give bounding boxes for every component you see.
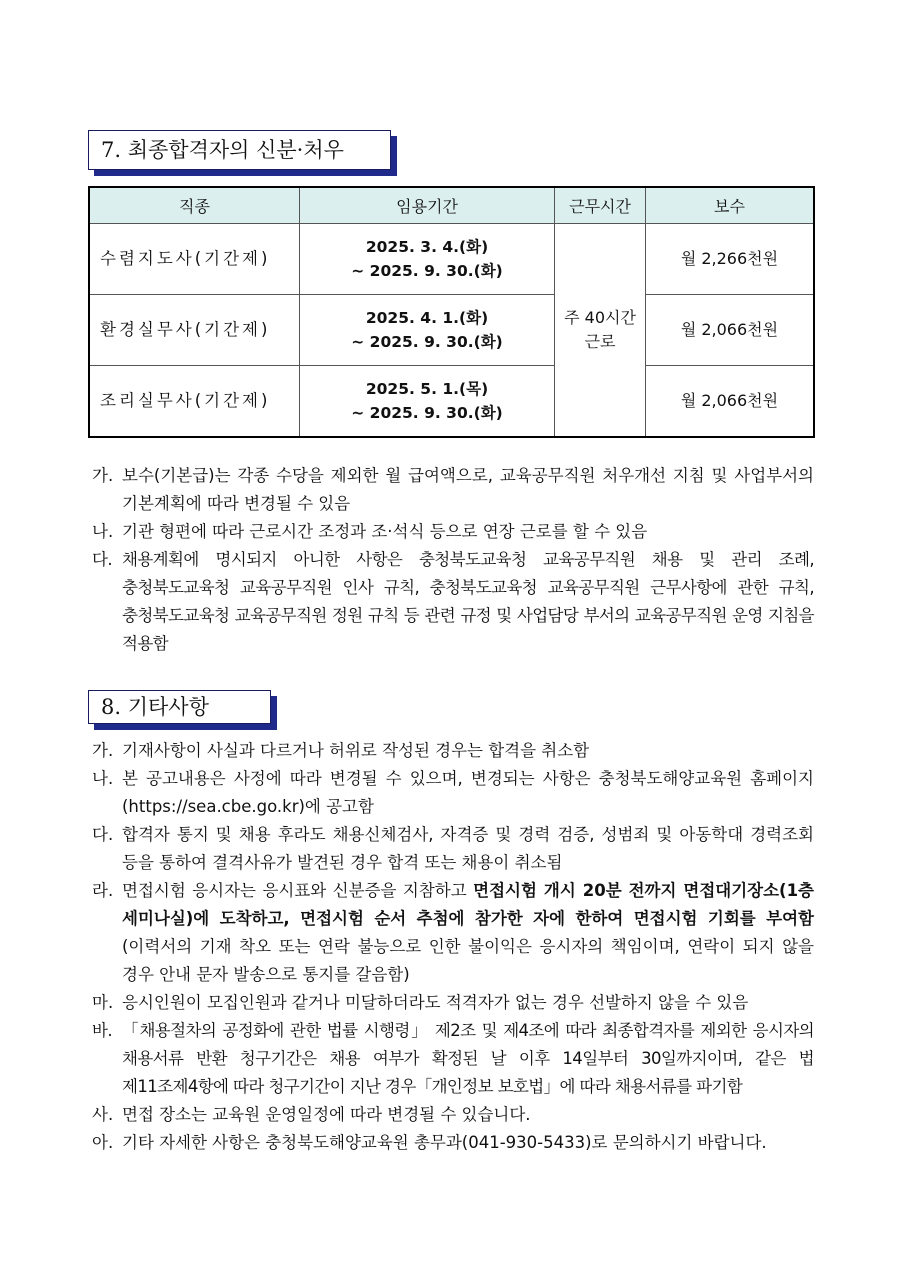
list-marker: 다. [92, 825, 114, 844]
list-text: 보수(기본급)는 각종 수당을 제외한 월 급여액으로, 교육공무직원 처우개선 지침 및 사업부서의 기본계획에 따라 변경될 수 있음 [122, 466, 814, 513]
header-period: 임용기간 [299, 187, 554, 224]
list-text: 기타 자세한 사항은 충청북도해양교육원 총무과(041-930-5433)로 문의하시기 바랍니다. [122, 1133, 767, 1152]
list-item [92, 462, 814, 518]
list-text: 합격자 통지 및 채용 후라도 채용신체검사, 자격증 및 경력 검증, 성범죄 및 아동학대 경력조회 등을 통하여 결격사유가 발견된 경우 합격 또는 채용이 취소됨 [122, 825, 814, 872]
list-marker: 가. [92, 466, 114, 485]
table-header-row [89, 187, 814, 224]
pay-cell: 월 2,266천원 [645, 224, 814, 295]
list-text: 본 공고내용은 사정에 따라 변경될 수 있으며, 변경되는 사항은 충청북도해양교육원 홈페이지(https://sea.cbe.go.kr)에 공고함 [122, 769, 814, 816]
list-marker: 나. [92, 522, 114, 541]
list-item [92, 518, 814, 546]
header-hours: 근무시간 [555, 187, 646, 224]
period-end: ~ 2025. 9. 30.(화) [351, 262, 503, 280]
period-cell [299, 224, 554, 295]
header-job: 직종 [89, 187, 299, 224]
table-row [89, 295, 814, 366]
section-8-items [92, 737, 814, 1157]
period-start: 2025. 3. 4.(화) [365, 238, 489, 256]
list-item [92, 1101, 814, 1129]
list-marker: 나. [92, 769, 114, 788]
pay-table [88, 186, 815, 438]
list-item [92, 989, 814, 1017]
list-text: 「채용절차의 공정화에 관한 법률 시행령」 제2조 및 제4조에 따라 최종합격자를 제외한 응시자의 채용서류 반환 청구기간은 채용 여부가 확정된 날 이후 14일부터 30일까지이며, 같은 법 제11조제4항에 따라 청구기간이 지난 경우「개인정보 보호법」에 따라 채용서류를 파기함 [122, 1021, 814, 1096]
list-text-bold: 면접시험 개시 20분 전까지 면접대기장소(1층 세미나실)에 도착하고, 면접시험 순서 추첨에 참가한 자에 한하여 면접시험 기회를 부여함 [122, 881, 814, 928]
list-item [92, 877, 814, 989]
list-marker: 아. [92, 1133, 114, 1152]
pay-cell: 월 2,066천원 [645, 366, 814, 438]
work-hours-line1: 주 40시간 [564, 308, 636, 327]
section-7-notes [92, 462, 814, 658]
list-text-before: 면접시험 응시자는 응시표와 신분증을 지참하고 [122, 881, 474, 900]
list-item [92, 1017, 814, 1101]
list-item [92, 765, 814, 821]
list-text: 채용계획에 명시되지 아니한 사항은 충청북도교육청 교육공무직원 채용 및 관리 조례, 충청북도교육청 교육공무직원 인사 규칙, 충청북도교육청 교육공무직원 근무사항에 관한 규칙, 충청북도교육청 교육공무직원 정원 규칙 등 관련 규정 및 사업담당 부서의 교육공무직원 운영 지침을 적용함 [122, 550, 814, 653]
period-cell [299, 366, 554, 438]
period-start: 2025. 4. 1.(화) [365, 309, 489, 327]
list-marker: 라. [92, 881, 114, 900]
list-item [92, 737, 814, 765]
section-7-title: 7. 최종합격자의 신분·처우 [88, 130, 391, 170]
list-text: 면접 장소는 교육원 운영일정에 따라 변경될 수 있습니다. [122, 1105, 531, 1124]
list-marker: 가. [92, 741, 114, 760]
work-hours-cell [555, 224, 646, 438]
table-row [89, 366, 814, 438]
job-cell: 수렴지도사(기간제) [89, 224, 299, 295]
section-8-title: 8. 기타사항 [88, 690, 271, 724]
list-text: 기관 형편에 따라 근로시간 조정과 조·석식 등으로 연장 근로를 할 수 있음 [122, 522, 648, 541]
pay-cell: 월 2,066천원 [645, 295, 814, 366]
list-marker: 바. [92, 1021, 112, 1040]
list-item [92, 821, 814, 877]
period-end: ~ 2025. 9. 30.(화) [351, 404, 503, 422]
period-end: ~ 2025. 9. 30.(화) [351, 333, 503, 351]
list-text: 응시인원이 모집인원과 같거나 미달하더라도 적격자가 없는 경우 선발하지 않을 수 있음 [122, 993, 749, 1012]
work-hours-line2: 근로 [584, 332, 616, 351]
period-cell [299, 295, 554, 366]
job-cell: 환경실무사(기간제) [89, 295, 299, 366]
period-start: 2025. 5. 1.(목) [365, 380, 489, 398]
list-marker: 마. [92, 993, 114, 1012]
table-row [89, 224, 814, 295]
job-cell: 조리실무사(기간제) [89, 366, 299, 438]
list-item [92, 546, 814, 658]
list-item [92, 1129, 814, 1157]
list-text: 기재사항이 사실과 다르거나 허위로 작성된 경우는 합격을 취소함 [122, 741, 590, 760]
list-text-after: (이력서의 기재 착오 또는 연락 불능으로 인한 불이익은 응시자의 책임이며, 연락이 되지 않을 경우 안내 문자 발송으로 통지를 갈음함) [122, 937, 814, 984]
list-marker: 다. [92, 550, 112, 569]
list-marker: 사. [92, 1105, 114, 1124]
header-pay: 보수 [645, 187, 814, 224]
